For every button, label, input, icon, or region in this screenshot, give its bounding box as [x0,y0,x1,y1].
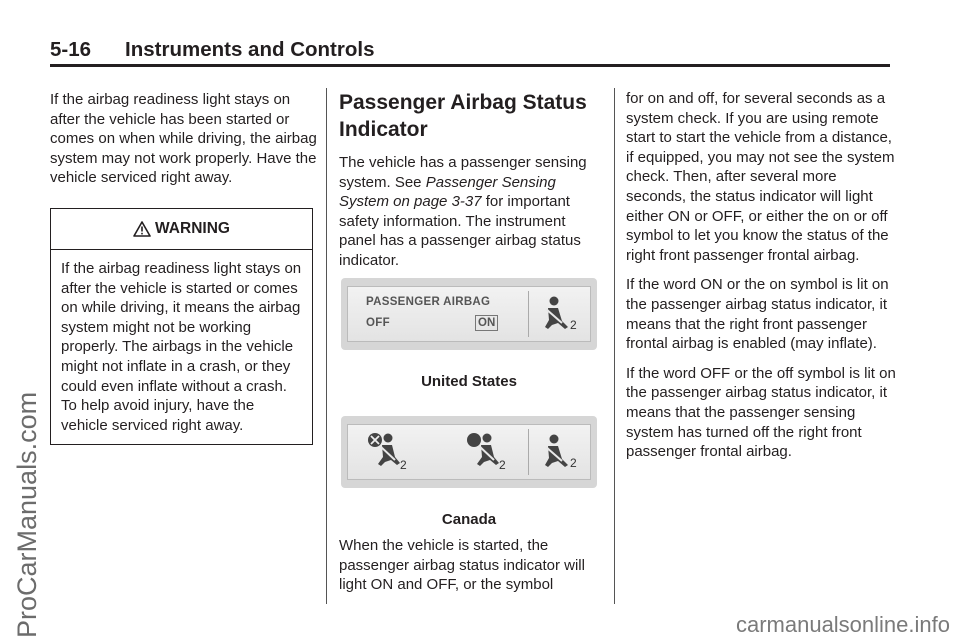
indicator-panel-canada [341,416,597,488]
column-2 [339,89,604,281]
svg-text:2: 2 [499,458,506,472]
panel-face [347,286,591,342]
panel-face [347,424,591,480]
col1-paragraph: If the airbag readiness light stays on after the vehicle has been started or comes on when while driving, the airbag system may not work properly. Have the vehicle serviced right away. [50,91,317,187]
caption-canada: Canada [441,511,497,528]
panel-label-passenger-airbag: PASSENGER AIRBAG [366,296,491,308]
panel-label-on: ON [475,315,498,331]
svg-text:2: 2 [570,456,577,470]
cross-reference-link[interactable]: Passenger Sensing System on page 3-37 [339,173,556,211]
airbag-on-icon [463,431,509,473]
column-1 [50,90,320,198]
col2-bottom-text [339,536,609,605]
panel-divider [528,291,529,337]
column-divider-2 [614,88,615,604]
panel-divider [528,429,529,475]
chapter-title: Instruments and Controls [125,38,375,61]
para-text: The vehicle has a passenger sensing system. See [339,154,587,191]
warning-triangle-icon [133,221,151,237]
col2-paragraph-1 [339,153,604,271]
svg-text:2: 2 [570,318,577,332]
warning-box [50,208,313,445]
warning-text: If the airbag readiness light stays on after the vehicle is started or comes on while driving, it means the airbag system might not be working properly. The airbags in the vehicle might not inflate in a crash, or they could even inflate without a crash. To help avoid injury, have the vehicle serviced right away. [61,260,302,434]
col3-paragraph-3: If the word OFF or the off symbol is lit on the passenger airbag status indicator, it means that the passenger sensing system has turned off the right front passenger frontal airbag. [626,364,896,461]
col3-paragraph-1: for on and off, for several seconds as a system check. If you are using remote start to start the vehicle from a distance, if equipped, you may not see the system check. Then, after several more seconds, the status indicator will light either ON or OFF, or either the on or off symbol to let you know the status of the right front passenger frontal airbag. [626,90,895,264]
column-divider-1 [326,88,327,604]
column-3 [626,89,896,472]
side-watermark: ProCarManuals.com [12,391,42,638]
section-heading: Passenger Airbag Status Indicator [339,91,587,141]
svg-text:2: 2 [400,458,407,472]
panel-label-off: OFF [366,317,390,329]
seatbelt-occupant-icon [540,295,580,333]
footer-watermark: carmanualsonline.info [735,612,950,637]
col3-paragraph-2: If the word ON or the on symbol is lit on the passenger airbag status indicator, it means that the right front passenger frontal airbag is enabled (may inflate). [626,276,889,353]
caption-united-states: United States [421,373,517,390]
para-text: for important safety information. The instrument panel has a passenger airbag status indicator. [339,193,581,269]
indicator-panel-us [341,278,597,350]
header-rule [50,64,890,67]
warning-title: WARNING [155,220,230,237]
warning-header [51,209,312,250]
airbag-off-icon [364,431,410,473]
col2-paragraph-2: When the vehicle is started, the passenger airbag status indicator will light ON and OFF, or the symbol [339,537,585,594]
seatbelt-occupant-icon [540,433,580,471]
page-header [50,38,374,62]
page-number: 5-16 [50,38,92,61]
